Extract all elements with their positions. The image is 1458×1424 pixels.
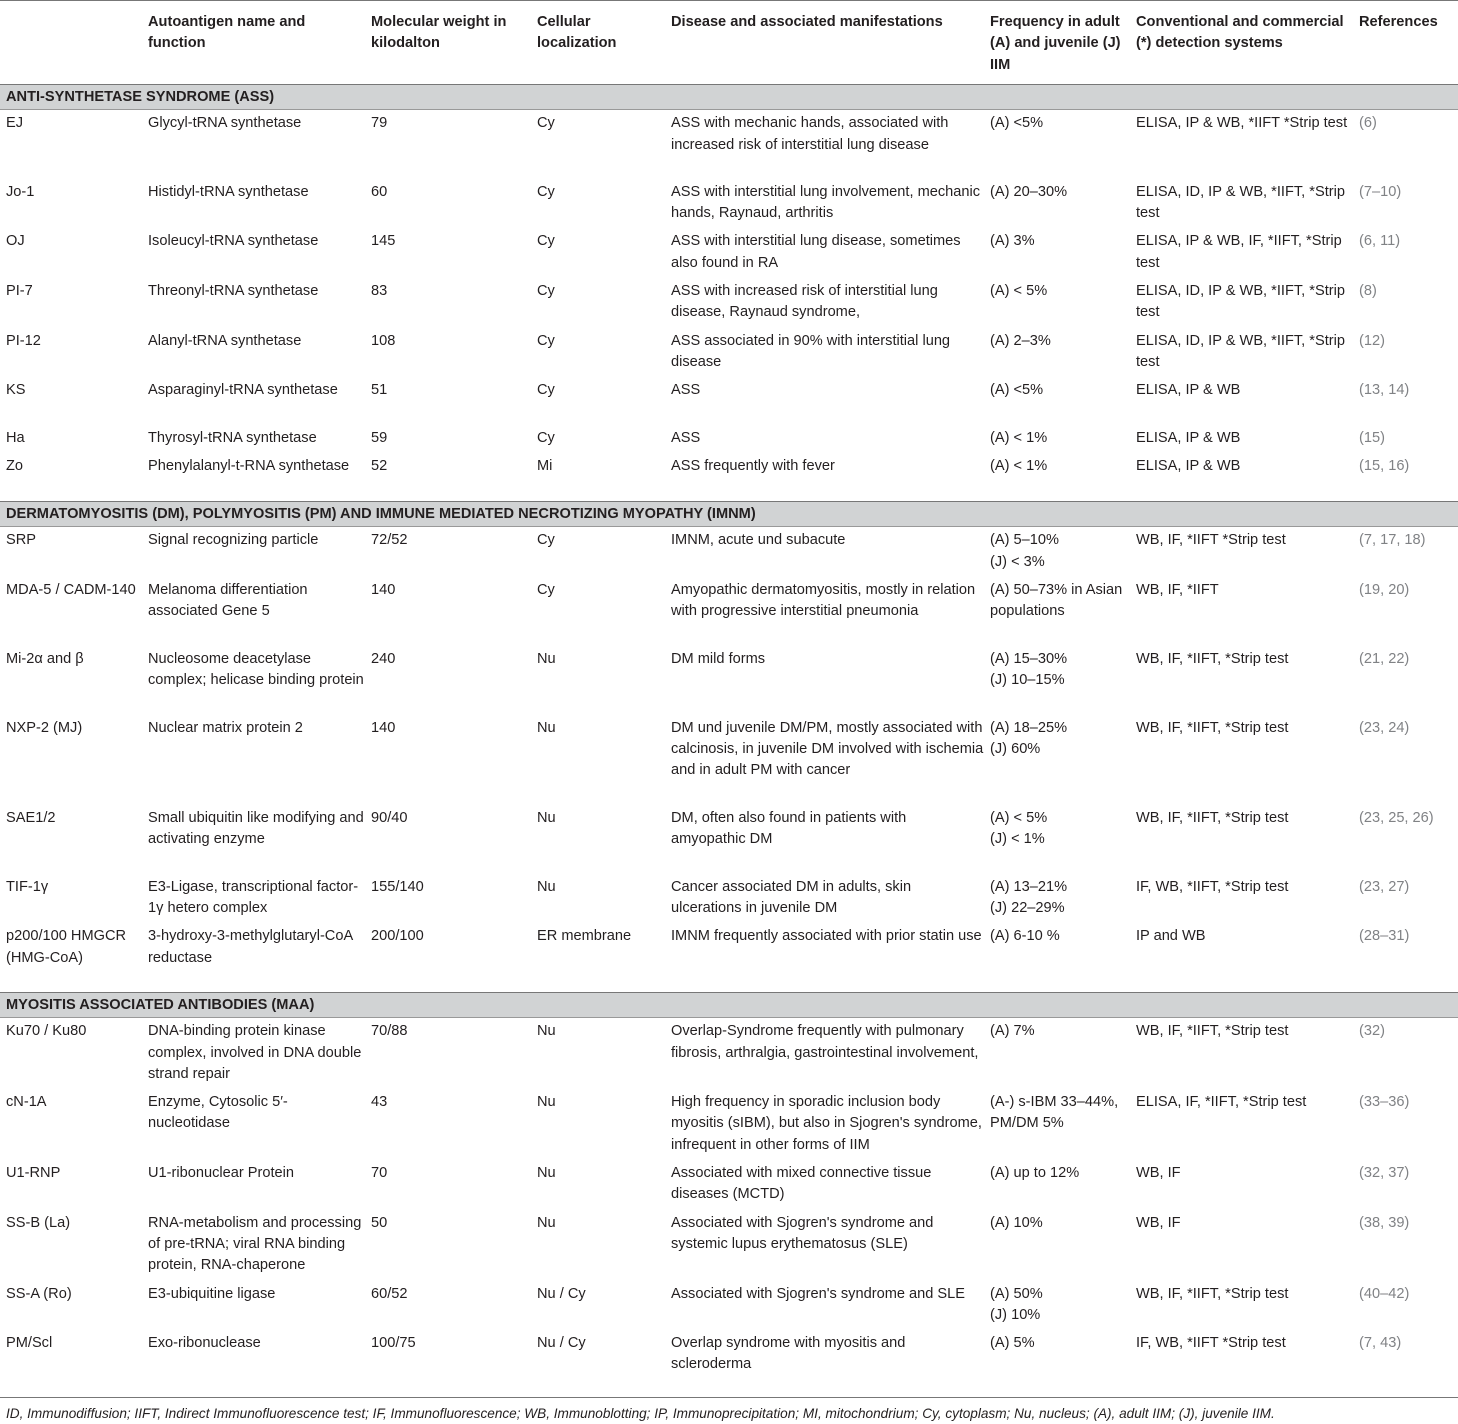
frequency-juvenile: (J) < 1%: [990, 831, 1045, 848]
frequency-adult: (A) 20–30%: [990, 183, 1068, 200]
detection-cell: WB, IF, *IIFT *Strip test: [1136, 532, 1286, 549]
disease-cell: Associated with Sjogren's syndrome and systemic lupus erythematosus (SLE): [671, 1214, 934, 1252]
frequency-adult: (A) < 1%: [990, 458, 1048, 475]
header-cell: Cellular localization: [537, 14, 617, 52]
header-row: [0, 1, 1458, 85]
detection-cell: WB, IF, *IIFT, *Strip test: [1136, 809, 1289, 826]
reference-cell: (7, 17, 18): [1359, 532, 1426, 549]
header-cell: Frequency in adult (A) and juvenile (J) IIM: [990, 14, 1121, 73]
localization-cell: Cy: [537, 282, 555, 299]
table-row: [0, 805, 1458, 874]
molecular-weight-cell: 72/52: [371, 532, 408, 549]
detection-cell: IF, WB, *IIFT, *Strip test: [1136, 878, 1289, 895]
footnote-divider: [0, 1397, 1458, 1398]
antigen-cell: PI-7: [6, 282, 33, 299]
molecular-weight-cell: 83: [371, 282, 388, 299]
table-row: [0, 1160, 1458, 1210]
frequency-adult: (A) 10%: [990, 1214, 1043, 1231]
function-cell: Isoleucyl-tRNA synthetase: [148, 233, 319, 250]
frequency-adult: (A) 2–3%: [990, 332, 1051, 349]
molecular-weight-cell: 145: [371, 233, 396, 250]
reference-cell: (15, 16): [1359, 458, 1410, 475]
frequency-adult: (A) 5%: [990, 1335, 1035, 1352]
frequency-cell: [984, 377, 1130, 425]
header-cell: [0, 1, 142, 85]
table-row: [0, 228, 1458, 278]
frequency-adult: (A) 3%: [990, 233, 1035, 250]
disease-cell: ASS with interstitial lung involvement, mechanic hands, Raynaud, arthritis: [671, 183, 981, 222]
molecular-weight-cell: 79: [371, 115, 388, 132]
function-cell: Melanoma differentiation associated Gene 5: [148, 581, 308, 620]
localization-cell: ER membrane: [537, 928, 632, 945]
function-cell: Signal recognizing particle: [148, 532, 319, 549]
localization-cell: Nu: [537, 719, 556, 736]
frequency-adult: (A) 7%: [990, 1023, 1035, 1040]
disease-cell: ASS with mechanic hands, associated with increased risk of interstitial lung disease: [671, 115, 949, 153]
table-row: [0, 1330, 1458, 1399]
antigen-cell: SS-A (Ro): [6, 1285, 72, 1302]
frequency-juvenile: (J) < 3%: [990, 553, 1045, 570]
molecular-weight-cell: 155/140: [371, 878, 424, 895]
function-cell: Histidyl-tRNA synthetase: [148, 183, 309, 200]
detection-cell: ELISA, IP & WB: [1136, 382, 1241, 399]
localization-cell: Nu: [537, 1094, 556, 1111]
frequency-adult: (A) 6-10 %: [990, 928, 1060, 945]
frequency-cell: [984, 1018, 1130, 1089]
frequency-juvenile: (J) 22–29%: [990, 900, 1065, 917]
disease-cell: Overlap-Syndrome frequently with pulmonary fibrosis, arthralgia, gastrointestinal involvement,: [671, 1023, 979, 1061]
frequency-adult: (A) 50–73% in Asian populations: [990, 581, 1123, 620]
molecular-weight-cell: 59: [371, 430, 388, 447]
localization-cell: Cy: [537, 233, 555, 250]
reference-cell: (6): [1359, 115, 1377, 132]
frequency-cell: [984, 527, 1130, 577]
table-row: [0, 1210, 1458, 1281]
frequency-juvenile: (J) 60%: [990, 741, 1041, 758]
reference-cell: (21, 22): [1359, 650, 1410, 667]
table-row: [0, 278, 1458, 328]
antigen-cell: Ha: [6, 430, 25, 447]
detection-cell: WB, IF: [1136, 1214, 1181, 1231]
table-row: [0, 425, 1458, 453]
reference-cell: (32): [1359, 1023, 1385, 1040]
reference-cell: (12): [1359, 332, 1385, 349]
localization-cell: Cy: [537, 532, 555, 549]
localization-cell: Nu / Cy: [537, 1285, 586, 1302]
frequency-juvenile: (J) 10–15%: [990, 672, 1065, 689]
frequency-cell: [984, 328, 1130, 378]
reference-cell: (23, 25, 26): [1359, 809, 1434, 826]
localization-cell: Nu / Cy: [537, 1335, 586, 1352]
header-cell: Molecular weight in kilodalton: [371, 14, 507, 52]
section-title: ANTI-SYNTHETASE SYNDROME (ASS): [0, 85, 1458, 110]
antigen-cell: OJ: [6, 233, 25, 250]
molecular-weight-cell: 60: [371, 183, 388, 200]
reference-cell: (40–42): [1359, 1285, 1410, 1302]
localization-cell: Nu: [537, 809, 556, 826]
antigen-cell: TIF-1γ: [6, 878, 49, 895]
reference-cell: (8): [1359, 282, 1377, 299]
header-cell: Conventional and commercial (*) detection systems: [1136, 14, 1344, 52]
reference-cell: (6, 11): [1359, 233, 1401, 250]
detection-cell: WB, IF, *IIFT, *Strip test: [1136, 650, 1289, 667]
antigen-cell: PM/Scl: [6, 1335, 53, 1352]
localization-cell: Mi: [537, 458, 553, 475]
function-cell: Phenylalanyl-t-RNA synthetase: [148, 458, 350, 475]
frequency-adult: (A) 5–10%: [990, 532, 1059, 549]
frequency-adult: (A) 15–30%: [990, 650, 1068, 667]
table-row: [0, 377, 1458, 425]
header-cell: Autoantigen name and function: [148, 14, 306, 52]
function-cell: E3-Ligase, transcriptional factor-1γ hetero complex: [148, 878, 359, 917]
function-cell: Exo-ribonuclease: [148, 1335, 261, 1352]
table-row: [0, 874, 1458, 924]
table-body: [0, 85, 1458, 1400]
detection-cell: WB, IF, *IIFT, *Strip test: [1136, 1023, 1289, 1040]
frequency-adult: (A) up to 12%: [990, 1165, 1080, 1182]
detection-cell: ELISA, IP & WB, *IIFT *Strip test: [1136, 115, 1348, 132]
molecular-weight-cell: 51: [371, 382, 388, 399]
detection-cell: ELISA, ID, IP & WB, *IIFT, *Strip test: [1136, 282, 1345, 321]
detection-cell: ELISA, IP & WB: [1136, 430, 1241, 447]
localization-cell: Cy: [537, 332, 555, 349]
table-row: [0, 1089, 1458, 1160]
localization-cell: Nu: [537, 650, 556, 667]
frequency-adult: (A) <5%: [990, 382, 1044, 399]
table-row: [0, 110, 1458, 179]
antigen-cell: NXP-2 (MJ): [6, 719, 83, 736]
frequency-cell: [984, 1089, 1130, 1160]
detection-cell: WB, IF, *IIFT, *Strip test: [1136, 1285, 1289, 1302]
frequency-cell: [984, 278, 1130, 328]
frequency-cell: [984, 453, 1130, 501]
table-row: [0, 715, 1458, 805]
frequency-adult: (A) 50%: [990, 1285, 1043, 1302]
molecular-weight-cell: 200/100: [371, 928, 424, 945]
disease-cell: Associated with mixed connective tissue diseases (MCTD): [671, 1165, 932, 1203]
detection-cell: IP and WB: [1136, 928, 1206, 945]
molecular-weight-cell: 90/40: [371, 809, 408, 826]
table-row: [0, 453, 1458, 501]
frequency-adult: (A) <5%: [990, 115, 1044, 132]
disease-cell: ASS: [671, 430, 701, 447]
localization-cell: Cy: [537, 430, 555, 447]
molecular-weight-cell: 50: [371, 1214, 388, 1231]
antigen-cell: cN-1A: [6, 1094, 47, 1111]
disease-cell: Amyopathic dermatomyositis, mostly in relation with progressive interstitial pneumonia: [671, 581, 976, 620]
reference-cell: (23, 27): [1359, 878, 1410, 895]
table-row: [0, 577, 1458, 646]
function-cell: Asparaginyl-tRNA synthetase: [148, 382, 338, 399]
frequency-cell: [984, 1160, 1130, 1210]
reference-cell: (23, 24): [1359, 719, 1410, 736]
molecular-weight-cell: 60/52: [371, 1285, 408, 1302]
disease-cell: DM, often also found in patients with amyopathic DM: [671, 809, 907, 848]
disease-cell: ASS with increased risk of interstitial lung disease, Raynaud syndrome,: [671, 282, 938, 321]
section-header-row: [0, 992, 1458, 1017]
localization-cell: Nu: [537, 1165, 556, 1182]
frequency-cell: [984, 1330, 1130, 1399]
localization-cell: Cy: [537, 115, 555, 132]
disease-cell: IMNM frequently associated with prior statin use: [671, 928, 982, 945]
disease-cell: DM mild forms: [671, 650, 766, 667]
frequency-cell: [984, 646, 1130, 715]
frequency-adult: (A) 18–25%: [990, 719, 1068, 736]
frequency-cell: [984, 923, 1130, 992]
section-title: DERMATOMYOSITIS (DM), POLYMYOSITIS (PM) AND IMMUNE MEDIATED NECROTIZING MYOPATHY (IMNM): [0, 501, 1458, 526]
table-row: [0, 923, 1458, 992]
table-row: [0, 1281, 1458, 1331]
function-cell: RNA-metabolism and processing of pre-tRNA; viral RNA binding protein, RNA-chaperone: [148, 1214, 362, 1274]
header-cell: References: [1359, 14, 1438, 30]
molecular-weight-cell: 52: [371, 458, 388, 475]
antigen-cell: KS: [6, 382, 26, 399]
disease-cell: ASS with interstitial lung disease, sometimes also found in RA: [671, 233, 961, 271]
reference-cell: (38, 39): [1359, 1214, 1410, 1231]
frequency-cell: [984, 874, 1130, 924]
reference-cell: (19, 20): [1359, 581, 1410, 598]
reference-cell: (13, 14): [1359, 382, 1410, 399]
header-cell: Disease and associated manifestations: [671, 14, 943, 30]
frequency-adult: (A) 13–21%: [990, 878, 1068, 895]
antigen-cell: SRP: [6, 532, 37, 549]
antigen-cell: Mi-2α and β: [6, 650, 84, 667]
localization-cell: Nu: [537, 878, 556, 895]
function-cell: Alanyl-tRNA synthetase: [148, 332, 302, 349]
function-cell: 3-hydroxy-3-methylglutaryl-CoA reductase: [148, 928, 353, 966]
section-title: MYOSITIS ASSOCIATED ANTIBODIES (MAA): [0, 992, 1458, 1017]
frequency-cell: [984, 110, 1130, 179]
antigen-cell: MDA-5 / CADM-140: [6, 581, 136, 598]
detection-cell: ELISA, IF, *IIFT, *Strip test: [1136, 1094, 1307, 1111]
function-cell: Enzyme, Cytosolic 5′-nucleotidase: [148, 1094, 288, 1132]
molecular-weight-cell: 43: [371, 1094, 388, 1111]
disease-cell: Cancer associated DM in adults, skin ulcerations in juvenile DM: [671, 878, 912, 917]
section-header-row: [0, 501, 1458, 526]
molecular-weight-cell: 240: [371, 650, 396, 667]
table-row: [0, 179, 1458, 229]
detection-cell: WB, IF, *IIFT: [1136, 581, 1219, 598]
frequency-cell: [984, 228, 1130, 278]
function-cell: Small ubiquitin like modifying and activating enzyme: [148, 809, 364, 848]
molecular-weight-cell: 70: [371, 1165, 388, 1182]
table-row: [0, 1018, 1458, 1089]
detection-cell: ELISA, IP & WB, IF, *IIFT, *Strip test: [1136, 233, 1342, 271]
frequency-adult: (A) < 1%: [990, 430, 1048, 447]
molecular-weight-cell: 70/88: [371, 1023, 408, 1040]
function-cell: Thyrosyl-tRNA synthetase: [148, 430, 317, 447]
table-row: [0, 646, 1458, 715]
reference-cell: (33–36): [1359, 1094, 1410, 1111]
localization-cell: Cy: [537, 183, 555, 200]
antigen-cell: Zo: [6, 458, 24, 475]
frequency-adult: (A-) s-IBM 33–44%, PM/DM 5%: [990, 1094, 1119, 1132]
disease-cell: ASS associated in 90% with interstitial lung disease: [671, 332, 951, 370]
reference-cell: (28–31): [1359, 928, 1410, 945]
reference-cell: (32, 37): [1359, 1165, 1410, 1182]
section-header-row: [0, 85, 1458, 110]
molecular-weight-cell: 100/75: [371, 1335, 416, 1352]
function-cell: DNA-binding protein kinase complex, involved in DNA double strand repair: [148, 1023, 362, 1082]
localization-cell: Nu: [537, 1023, 556, 1040]
footnote: ID, Immunodiffusion; IIFT, Indirect Immunofluorescence test; IF, Immunofluorescence; WB, Immunoblotting; IP, Immunoprecipitation; MI, mitochondrium; Cy, cytoplasm; Nu, nucleus; (A), adult IIM; (J), juvenile IIM.: [6, 1406, 1275, 1421]
detection-cell: ELISA, IP & WB: [1136, 458, 1241, 475]
localization-cell: Cy: [537, 382, 555, 399]
frequency-cell: [984, 1281, 1130, 1331]
localization-cell: Nu: [537, 1214, 556, 1231]
frequency-juvenile: (J) 10%: [990, 1306, 1041, 1323]
frequency-cell: [984, 179, 1130, 229]
disease-cell: Associated with Sjogren's syndrome and SLE: [671, 1285, 966, 1302]
frequency-adult: (A) < 5%: [990, 809, 1048, 826]
disease-cell: ASS frequently with fever: [671, 458, 835, 475]
disease-cell: IMNM, acute und subacute: [671, 532, 846, 549]
molecular-weight-cell: 108: [371, 332, 396, 349]
disease-cell: High frequency in sporadic inclusion body myositis (sIBM), but also in Sjogren's syndrome, infrequent in other forms of IIM: [671, 1094, 982, 1153]
antigen-cell: U1-RNP: [6, 1165, 61, 1182]
detection-cell: WB, IF, *IIFT, *Strip test: [1136, 719, 1289, 736]
disease-cell: Overlap syndrome with myositis and scleroderma: [671, 1335, 906, 1373]
function-cell: Glycyl-tRNA synthetase: [148, 115, 302, 132]
reference-cell: (7–10): [1359, 183, 1402, 200]
frequency-cell: [984, 577, 1130, 646]
disease-cell: DM und juvenile DM/PM, mostly associated with calcinosis, in juvenile DM involved with ischemia and in adult PM with cancer: [671, 719, 984, 779]
antigen-cell: SS-B (La): [6, 1214, 71, 1231]
frequency-adult: (A) < 5%: [990, 282, 1048, 299]
detection-cell: ELISA, ID, IP & WB, *IIFT, *Strip test: [1136, 183, 1345, 222]
function-cell: U1-ribonuclear Protein: [148, 1165, 295, 1182]
frequency-cell: [984, 425, 1130, 453]
function-cell: Threonyl-tRNA synthetase: [148, 282, 319, 299]
function-cell: Nucleosome deacetylase complex; helicase binding protein: [148, 650, 364, 689]
frequency-cell: [984, 715, 1130, 805]
antigen-cell: EJ: [6, 115, 24, 132]
antigen-cell: p200/100 HMGCR (HMG-CoA): [6, 928, 127, 966]
detection-cell: ELISA, ID, IP & WB, *IIFT, *Strip test: [1136, 332, 1345, 370]
antigen-cell: SAE1/2: [6, 809, 56, 826]
frequency-cell: [984, 805, 1130, 874]
frequency-cell: [984, 1210, 1130, 1281]
detection-cell: WB, IF: [1136, 1165, 1181, 1182]
antigen-cell: PI-12: [6, 332, 41, 349]
localization-cell: Cy: [537, 581, 555, 598]
function-cell: Nuclear matrix protein 2: [148, 719, 303, 736]
table-row: [0, 527, 1458, 577]
table-row: [0, 328, 1458, 378]
molecular-weight-cell: 140: [371, 581, 396, 598]
molecular-weight-cell: 140: [371, 719, 396, 736]
reference-cell: (15): [1359, 430, 1385, 447]
antigen-cell: Jo-1: [6, 183, 35, 200]
reference-cell: (7, 43): [1359, 1335, 1402, 1352]
disease-cell: ASS: [671, 382, 701, 399]
antigen-cell: Ku70 / Ku80: [6, 1023, 87, 1040]
function-cell: E3-ubiquitine ligase: [148, 1285, 276, 1302]
detection-cell: IF, WB, *IIFT *Strip test: [1136, 1335, 1286, 1352]
